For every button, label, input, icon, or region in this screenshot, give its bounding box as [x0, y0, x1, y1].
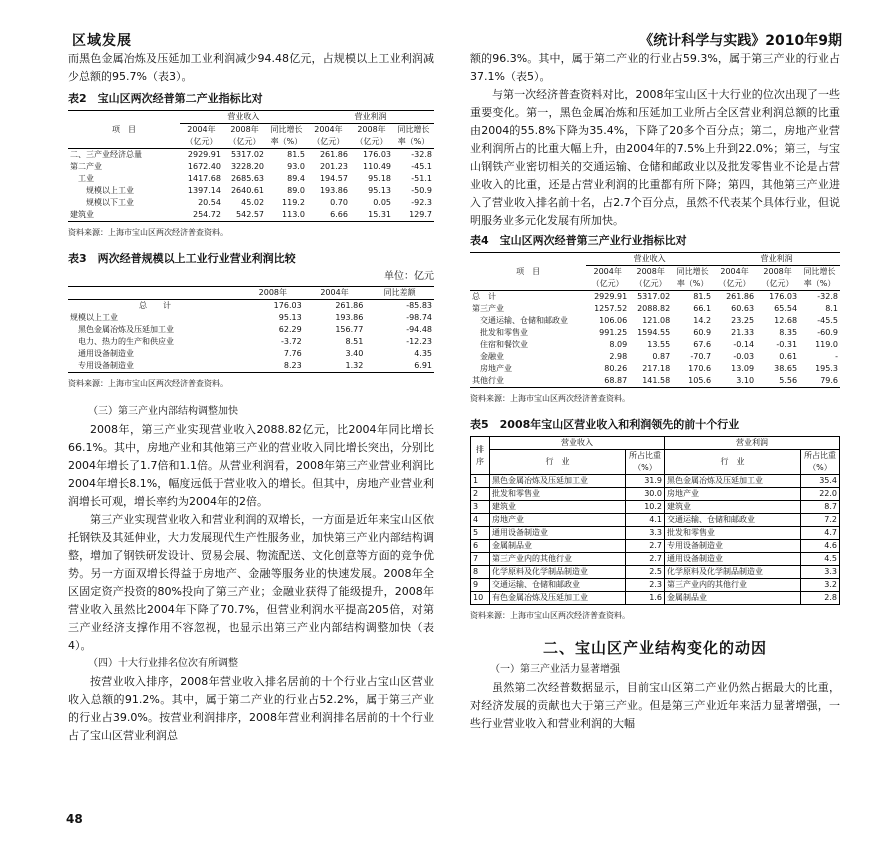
table-row: 3 建筑业 10.2 建筑业 8.7 — [471, 501, 840, 514]
left-intro-paragraph: 而黑色金属冶炼及压延加工业利润减少94.48亿元，占规模以上工业利润减少总额的95.7%（表3）。 — [68, 52, 434, 83]
table5-share-header: 所占比重（%） — [801, 450, 840, 475]
table4-item-header: 项 目 — [470, 253, 586, 291]
table5 — [470, 436, 840, 605]
table2-group-revenue: 营业收入 — [180, 111, 307, 124]
running-header-right: 《统计科学与实践》2010年9期 — [639, 33, 842, 49]
table-row: 规模以上工业 95.13 193.86 -98.74 — [70, 313, 432, 322]
table5-source: 资料来源：上海市宝山区两次经济普查资料。 — [470, 611, 630, 620]
left-paragraph-1: 2008年，第三产业实现营业收入2088.82亿元，比2004年同比增长66.1%。其中，房地产业和其他第三产业的营业收入同比增长突出，分别比2004年增长了1.7倍和1.1倍。从营业利润看，2008年第三产业营业利润比2004年增长8.1%，幅度远低于营业收入的增长。但其中，房地产业营业利润增长可观，增长率约为2004年的2倍。 — [68, 423, 434, 508]
table-row: 交通运输、仓储和邮政业 106.06 121.08 14.2 23.25 12.68 -45.5 — [480, 316, 838, 325]
table-row: 规模以下工业 20.54 45.02 119.2 0.70 0.05 -92.3 — [86, 198, 432, 207]
table-row: 二、三产业经济总量 2929.91 5317.02 81.5 261.86 176.03 -32.8 — [70, 150, 432, 159]
subsection-1-heading: （一）第三产业活力显著增强 — [490, 664, 620, 675]
left-paragraph-3: 按营业收入排序，2008年营业收入排名居前的十个行业占宝山区营业收入总额的91.2%。其中，属于第二产业的行业占52.2%，属于第三产业的行业占39.0%。按营业利润排序，2008年营业利润排名居前的十个行业占了宝山区营业利润总 — [68, 675, 434, 742]
table3-caption: 表3 两次经普规模以上工业行业营业利润比较 — [68, 252, 296, 265]
page-number: 48 — [66, 812, 83, 826]
table-row: 第二产业 1672.40 3228.20 93.0 201.23 110.49 -45.1 — [70, 162, 432, 171]
table2-item-header: 项 目 — [68, 111, 180, 149]
right-column — [470, 50, 840, 733]
table-row: 房地产业 80.26 217.18 170.6 13.09 38.65 195.3 — [480, 364, 838, 373]
table-row: 金融业 2.98 0.87 -70.7 -0.03 0.61 - — [480, 352, 838, 361]
table-row: 10 有色金属冶炼及压延加工业 1.6 金属制品业 2.8 — [471, 592, 840, 605]
table3-source: 资料来源：上海市宝山区两次经济普查资料。 — [68, 379, 228, 388]
table-row: 建筑业 254.72 542.57 113.0 6.66 15.31 129.7 — [68, 209, 434, 222]
table2-sub-header: 2008年（亿元） — [350, 124, 393, 149]
table-row: 总 计 2929.91 5317.02 81.5 261.86 176.03 -32.8 — [472, 292, 838, 301]
table-row: 通用设备制造业 7.76 3.40 4.35 — [78, 349, 432, 358]
left-column — [68, 50, 434, 745]
left-paragraph-2: 第三产业实现营业收入和营业利润的双增长，一方面是近年来宝山区依托钢铁及其延伸业，大力发展现代生产性服务业，加快第三产业内部结构调整，增加了钢铁研发设计、贸易会展、物流配送、文化创意等方面的竞争优势。另一方面双增长得益于房地产、金融等服务业的快速发展。2008年全区固定资产投资的80%投向了第三产业；金融业获得了能级提升，2008年营业收入虽然比2004年下降了70.7%，但营业利润水平提高205倍，对第三产业经济支撑作用不容忽视，也显示出第三产业内部结构调整加快（表4）。 — [68, 513, 434, 652]
section-2-title: 二、宝山区产业结构变化的动因 — [542, 639, 767, 657]
table-row: 总 计 176.03 261.86 -85.83 — [139, 301, 432, 310]
table3-header: 2008年 — [242, 287, 304, 300]
table-row: 住宿和餐饮业 8.09 13.55 67.6 -0.14 -0.31 119.0 — [480, 340, 838, 349]
table2-sub-header: 同比增长率（%） — [266, 124, 307, 149]
table4-sub-header: 2004年（亿元） — [586, 266, 629, 291]
table-row: 黑色金属冶炼及压延加工业 62.29 156.77 -94.48 — [78, 325, 432, 334]
table2 — [68, 110, 434, 222]
table5-seq-header: 排序 — [471, 437, 490, 475]
table5-caption: 表5 2008年宝山区营业收入和利润领先的前十个行业 — [470, 418, 740, 431]
table-row: 规模以上工业 1397.14 2640.61 89.0 193.86 95.13 -50.9 — [86, 186, 432, 195]
table2-sub-header: 同比增长率（%） — [393, 124, 434, 149]
table-row: 批发和零售业 991.25 1594.55 60.9 21.33 8.35 -60.9 — [480, 328, 838, 337]
subsection-4-heading: （四）十大行业排名位次有所调整 — [88, 658, 238, 669]
table4-sub-header: 同比增长率（%） — [672, 266, 713, 291]
table4-source: 资料来源：上海市宝山区两次经济普查资料。 — [470, 394, 630, 403]
table-row: 9 交通运输、仓储和邮政业 2.3 第三产业内的其他行业 3.2 — [471, 579, 840, 592]
table3-header: 2004年 — [304, 287, 366, 300]
table4-sub-header: 2008年（亿元） — [756, 266, 799, 291]
table-row: 4 房地产业 4.1 交通运输、仓储和邮政业 7.2 — [471, 514, 840, 527]
table2-sub-header: 2004年（亿元） — [307, 124, 350, 149]
running-header-left: 区域发展 — [72, 33, 132, 49]
right-continuation-paragraph: 额的96.3%。其中，属于第二产业的行业占59.3%，属于第三产业的行业占37.1%（表5）。 — [470, 52, 840, 83]
table2-source: 资料来源：上海市宝山区两次经济普查资料。 — [68, 228, 228, 237]
table2-group-profit: 营业利润 — [307, 111, 434, 124]
table5-group-revenue: 营业收入 — [490, 437, 665, 450]
table2-sub-header: 2004年（亿元） — [180, 124, 223, 149]
table-row: 其他行业 68.87 141.58 105.6 3.10 5.56 79.6 — [470, 375, 840, 388]
table4-sub-header: 同比增长率（%） — [799, 266, 840, 291]
table5-industry-header: 行 业 — [665, 450, 801, 475]
table3-unit: 单位：亿元 — [384, 271, 434, 282]
table-row: 6 金属制品业 2.7 专用设备制造业 4.6 — [471, 540, 840, 553]
table2-sub-header: 2008年（亿元） — [223, 124, 266, 149]
table4 — [470, 252, 840, 388]
table-row: 第三产业 1257.52 2088.82 66.1 60.63 65.54 8.1 — [472, 304, 838, 313]
table-row: 2 批发和零售业 30.0 房地产业 22.0 — [471, 488, 840, 501]
table5-industry-header: 行 业 — [490, 450, 626, 475]
right-change-paragraph: 与第一次经济普查资料对比，2008年宝山区十大行业的位次出现了一些重要变化。第一，黑色金属冶炼和压延加工业所占全区营业利润总额的比重由2004的55.8%下降为35.4%，下降了20多个百分点；第二，房地产业营业利润所占的比重大幅上升，由2004年的7.5%上升到22.0%；第三，与宝山钢铁产业密切相关的交通运输、仓储和邮政业以及批发零售业不论是占营业收入的比重，还是占营业利润的比重都有所下降；第四，其他第三产业进入了营业收入排名前十名，占2.7个百分点，虽然不代表某个具体行业，但说明服务业多元化发展有所加快。 — [470, 88, 840, 227]
table4-caption: 表4 宝山区两次经普第三产业行业指标比对 — [470, 234, 687, 247]
table5-share-header: 所占比重（%） — [626, 450, 665, 475]
table-row: 8 化学原料及化学制品制造业 2.5 化学原料及化学制品制造业 3.3 — [471, 566, 840, 579]
table4-sub-header: 2008年（亿元） — [629, 266, 672, 291]
table-row: 5 通用设备制造业 3.3 批发和零售业 4.7 — [471, 527, 840, 540]
table2-caption: 表2 宝山区两次经普第二产业指标比对 — [68, 92, 263, 105]
table3-header — [68, 287, 242, 300]
table3-header: 同比差额 — [365, 287, 434, 300]
table4-sub-header: 2004年（亿元） — [713, 266, 756, 291]
subsection-3-heading: （三）第三产业内部结构调整加快 — [88, 406, 238, 417]
table-row: 电力、热力的生产和供应业 -3.72 8.51 -12.23 — [78, 337, 432, 346]
table-row: 7 第三产业内的其他行业 2.7 通用设备制造业 4.5 — [471, 553, 840, 566]
table-row: 工业 1417.68 2685.63 89.4 194.57 95.18 -51.1 — [78, 174, 432, 183]
table-row: 专用设备制造业 8.23 1.32 6.91 — [68, 360, 434, 373]
right-last-paragraph: 虽然第二次经普数据显示，目前宝山区第二产业仍然占据最大的比重，对经济发展的贡献也大于第三产业。但是第三产业近年来活力显著增强，一些行业营业收入和营业利润的大幅 — [470, 681, 840, 730]
table5-group-profit: 营业利润 — [665, 437, 840, 450]
table-row: 1 黑色金属冶炼及压延加工业 31.9 黑色金属冶炼及压延加工业 35.4 — [471, 475, 840, 488]
table4-group-revenue: 营业收入 — [586, 253, 713, 266]
table3 — [68, 286, 434, 373]
table4-group-profit: 营业利润 — [713, 253, 840, 266]
